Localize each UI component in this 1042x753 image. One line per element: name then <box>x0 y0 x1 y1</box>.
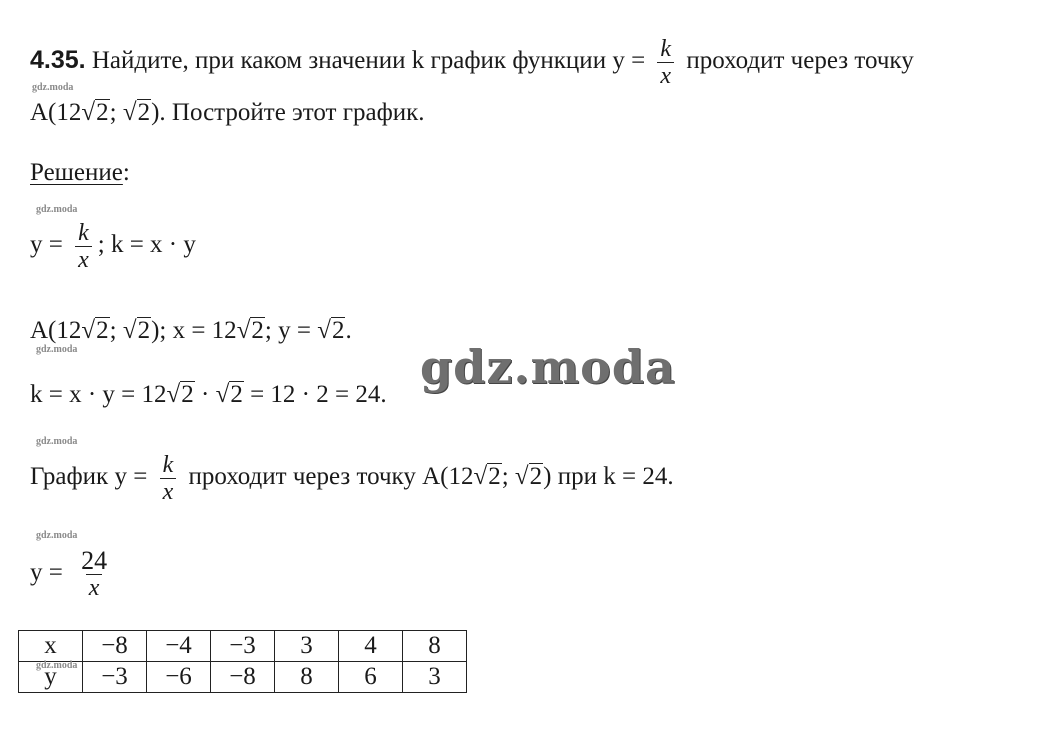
watermark-small: gdz.moda <box>32 82 74 93</box>
problem-line-1 <box>30 36 914 89</box>
solution-heading: Решение: <box>30 159 130 186</box>
point-a-prefix: A(12 <box>30 99 82 126</box>
table-cell: −4 <box>147 631 211 662</box>
table-cell: −8 <box>211 662 275 693</box>
problem-line-2: A(12√2; √2). Постройте этот график. <box>30 99 425 126</box>
fraction: $\frac{k}{x}$ <box>75 220 92 273</box>
sqrt-symbol: √2 <box>81 317 109 344</box>
equation-2: A(12√2; √2); x = 12√2; y = √2. <box>30 317 352 344</box>
equation-1: y = $\frac{k}{x}$ ; k = x · y <box>30 220 196 273</box>
fraction: $\frac{24}{x}$ <box>81 546 108 601</box>
fraction-numerator: k <box>660 36 672 62</box>
table-cell: −6 <box>147 662 211 693</box>
watermark-small: gdz.moda <box>36 660 78 671</box>
table-cell: x <box>19 631 83 662</box>
watermark-small: gdz.moda <box>36 530 78 541</box>
sqrt-symbol: √2 <box>473 463 501 491</box>
problem-number: 4.35. <box>30 46 86 75</box>
table-cell: −8 <box>83 631 147 662</box>
watermark-small: gdz.moda <box>36 204 78 215</box>
equation-5: y = $\frac{24}{x}$ <box>30 548 119 601</box>
problem-text-before: Найдите, при каком значении k график функции y = <box>91 47 646 75</box>
values-table <box>18 630 467 693</box>
watermark-small: gdz.moda <box>36 436 78 447</box>
table-cell: 4 <box>339 631 403 662</box>
table-row <box>19 662 467 693</box>
table-cell: −3 <box>83 662 147 693</box>
sqrt-symbol: √2 <box>122 317 151 344</box>
sqrt-symbol: √2 <box>514 463 543 491</box>
table-cell: −3 <box>211 631 275 662</box>
sqrt-symbol: √2 <box>236 317 264 344</box>
fraction-denominator: x <box>657 62 674 89</box>
table-cell: 3 <box>275 631 339 662</box>
table-cell: 8 <box>275 662 339 693</box>
sqrt-symbol: √2 <box>81 99 109 126</box>
equation-4: График y = $\frac{k}{x}$ проходит через точку A(12√2; √2) при k = 24. <box>30 452 674 505</box>
sqrt-symbol: √2 <box>215 381 243 408</box>
problem-line-2-suffix: ). Постройте этот график. <box>151 99 425 126</box>
table-cell: 6 <box>339 662 403 693</box>
equation-3: k = x · y = 12√2 · √2 = 12 · 2 = 24. <box>30 381 387 408</box>
fraction: $\frac{k}{x}$ <box>160 452 177 505</box>
sqrt-symbol: √2 <box>317 317 345 344</box>
problem-fraction <box>657 36 674 89</box>
table-cell: 3 <box>403 662 467 693</box>
table-cell: y <box>19 662 83 693</box>
watermark-large: gdz.moda <box>420 340 676 394</box>
sqrt-symbol: √2 <box>166 381 194 408</box>
sqrt-symbol: √2 <box>122 99 151 126</box>
problem-text-after: проходит через точку <box>686 47 914 75</box>
table-row <box>19 631 467 662</box>
table-cell: 8 <box>403 631 467 662</box>
watermark-small: gdz.moda <box>36 344 78 355</box>
